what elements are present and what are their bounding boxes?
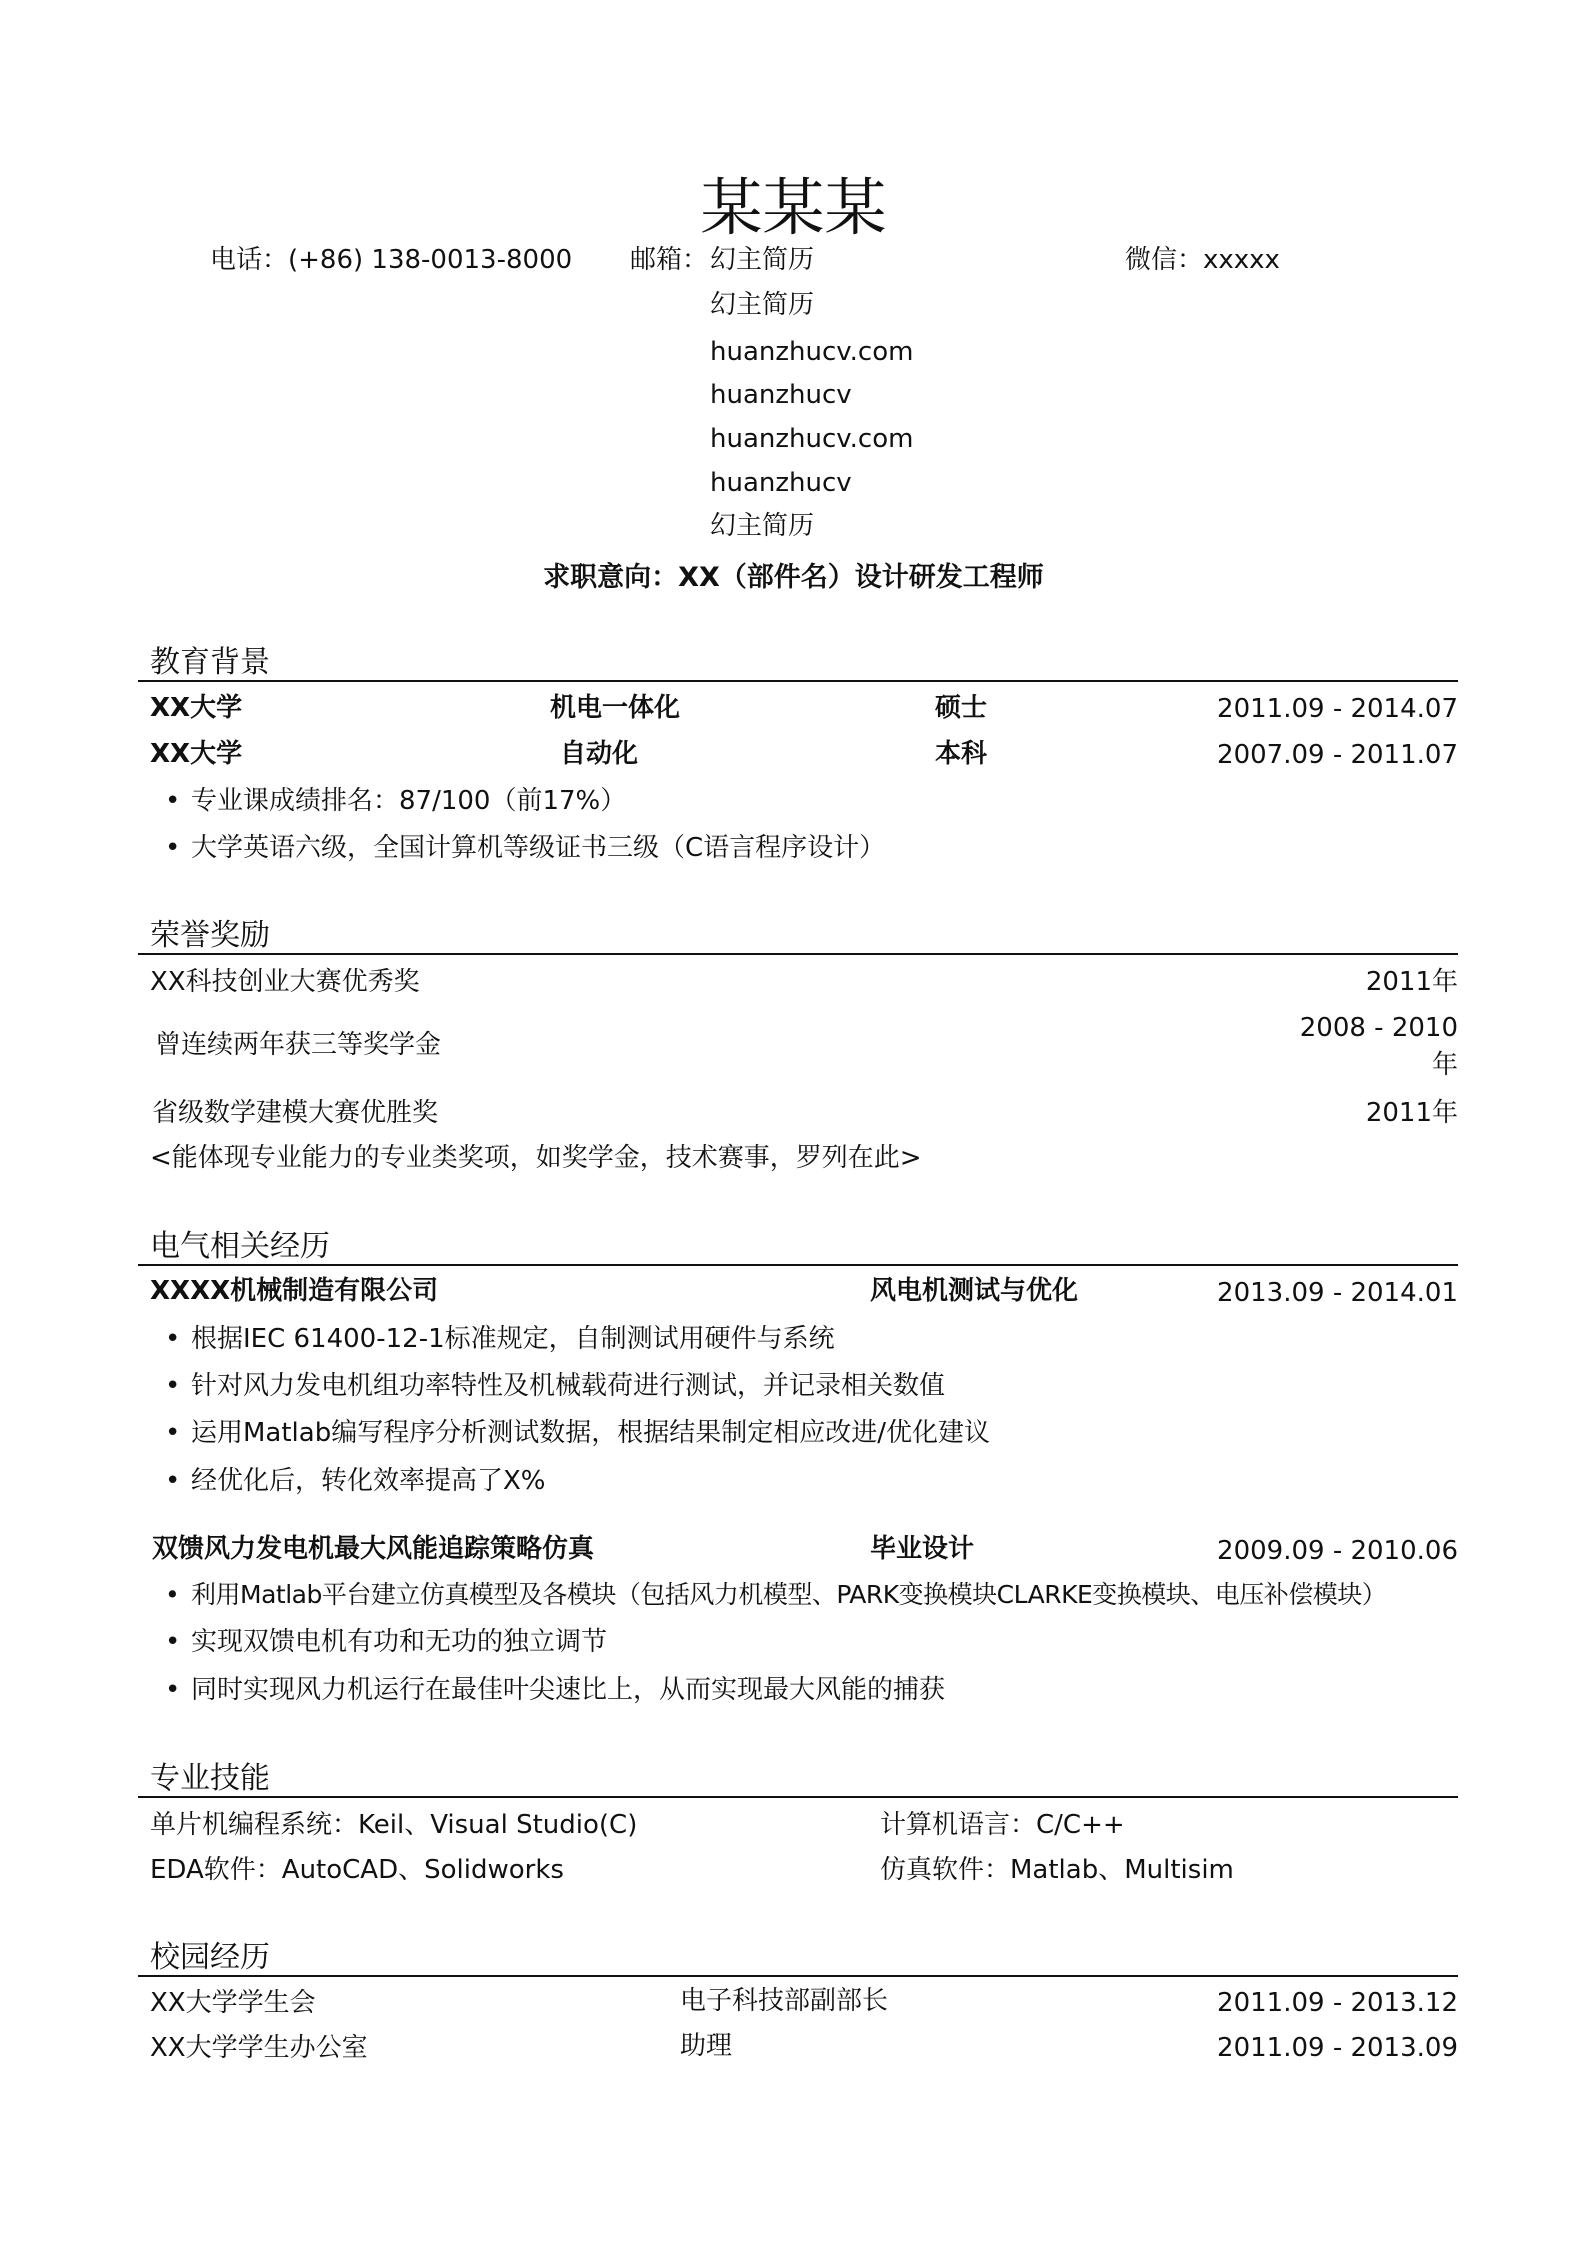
- campus-role: 电子科技部副部长: [680, 1986, 889, 2016]
- section-title-skills: 专业技能: [150, 1761, 270, 1796]
- campus-org: XX大学学生会: [150, 1988, 316, 2018]
- job-company: 双馈风力发电机最大风能追踪策略仿真: [152, 1534, 595, 1564]
- email-line: 幻主简历: [710, 245, 815, 275]
- honor-name: 曾连续两年获三等奖学金: [155, 1030, 442, 1060]
- job-objective: 求职意向：XX（部件名）设计研发工程师: [543, 562, 1044, 593]
- skill-item: EDA软件：AutoCAD、Solidworks: [150, 1855, 564, 1885]
- section-title-experience: 电气相关经历: [150, 1229, 330, 1264]
- edu-date: 2007.09 - 2011.07: [1217, 740, 1458, 770]
- email-label: 邮箱：: [630, 245, 709, 275]
- edu-major: 机电一体化: [550, 693, 681, 723]
- email-line: huanzhucv: [710, 380, 852, 410]
- campus-date: 2011.09 - 2013.12: [1217, 1988, 1458, 2018]
- list-item: • 专业课成绩排名：87/100（前17%）: [165, 786, 600, 816]
- list-item: • 大学英语六级，全国计算机等级证书三级（C语言程序设计）: [165, 833, 859, 863]
- section-title-education: 教育背景: [150, 645, 270, 680]
- section-title-honors: 荣誉奖励: [150, 918, 270, 953]
- honor-date: 2011年: [1365, 1098, 1458, 1128]
- email-line: 幻主简历: [710, 511, 815, 541]
- honor-date: 2008 - 2010: [1299, 1013, 1458, 1043]
- campus-role: 助理: [680, 2031, 733, 2061]
- email-line: 幻主简历: [710, 290, 815, 320]
- email-line: huanzhucv.com: [710, 337, 914, 367]
- list-item: • 同时实现风力机运行在最佳叶尖速比上，从而实现最大风能的捕获: [165, 1675, 919, 1705]
- section-title-campus: 校园经历: [150, 1940, 270, 1975]
- section-divider: [138, 1264, 1458, 1266]
- job-company: XXXX机械制造有限公司: [150, 1276, 439, 1306]
- job-date: 2013.09 - 2014.01: [1217, 1278, 1458, 1308]
- edu-date: 2011.09 - 2014.07: [1217, 694, 1458, 724]
- skill-item: 单片机编程系统：Keil、Visual Studio(C): [150, 1810, 638, 1840]
- list-item: • 经优化后，转化效率提高了X%: [165, 1466, 520, 1496]
- honor-date: 年: [1431, 1050, 1458, 1080]
- job-date: 2009.09 - 2010.06: [1217, 1536, 1458, 1566]
- campus-org: XX大学学生办公室: [150, 2033, 368, 2063]
- list-item: • 运用Matlab编写程序分析测试数据，根据结果制定相应改进/优化建议: [165, 1418, 964, 1448]
- honor-date: 2011年: [1365, 967, 1458, 997]
- list-item: • 针对风力发电机组功率特性及机械载荷进行测试，并记录相关数值: [165, 1371, 919, 1401]
- edu-school: XX大学: [150, 739, 243, 769]
- candidate-name: 某某某: [700, 171, 887, 244]
- edu-degree: 硕士: [935, 693, 988, 723]
- honor-note: <能体现专业能力的专业类奖项，如奖学金，技术赛事，罗列在此>: [150, 1143, 922, 1173]
- wechat-info: 微信：xxxxx: [1125, 245, 1280, 275]
- list-item: • 实现双馈电机有功和无功的独立调节: [165, 1627, 581, 1657]
- honor-name: XX科技创业大赛优秀奖: [150, 967, 420, 997]
- email-line: huanzhucv.com: [710, 424, 914, 454]
- email-line: huanzhucv: [710, 468, 852, 498]
- edu-major: 自动化: [560, 739, 639, 769]
- skill-item: 计算机语言：C/C++: [880, 1810, 1125, 1840]
- job-role: 风电机测试与优化: [870, 1276, 1079, 1306]
- skill-item: 仿真软件：Matlab、Multisim: [880, 1855, 1234, 1885]
- honor-name: 省级数学建模大赛优胜奖: [152, 1098, 439, 1128]
- phone-info: 电话：(+86) 138-0013-8000: [210, 245, 573, 275]
- edu-school: XX大学: [150, 693, 243, 723]
- section-divider: [138, 1975, 1458, 1977]
- section-divider: [138, 680, 1458, 682]
- list-item: • 利用Matlab平台建立仿真模型及各模块（包括风力机模型、PARK变换模块CLARKE变换模块、电压补偿模块）: [165, 1580, 1360, 1610]
- section-divider: [138, 953, 1458, 955]
- edu-degree: 本科: [935, 739, 988, 769]
- job-role: 毕业设计: [870, 1534, 975, 1564]
- section-divider: [138, 1796, 1458, 1798]
- list-item: • 根据IEC 61400-12-1标准规定，自制测试用硬件与系统: [165, 1324, 809, 1354]
- campus-date: 2011.09 - 2013.09: [1217, 2033, 1458, 2063]
